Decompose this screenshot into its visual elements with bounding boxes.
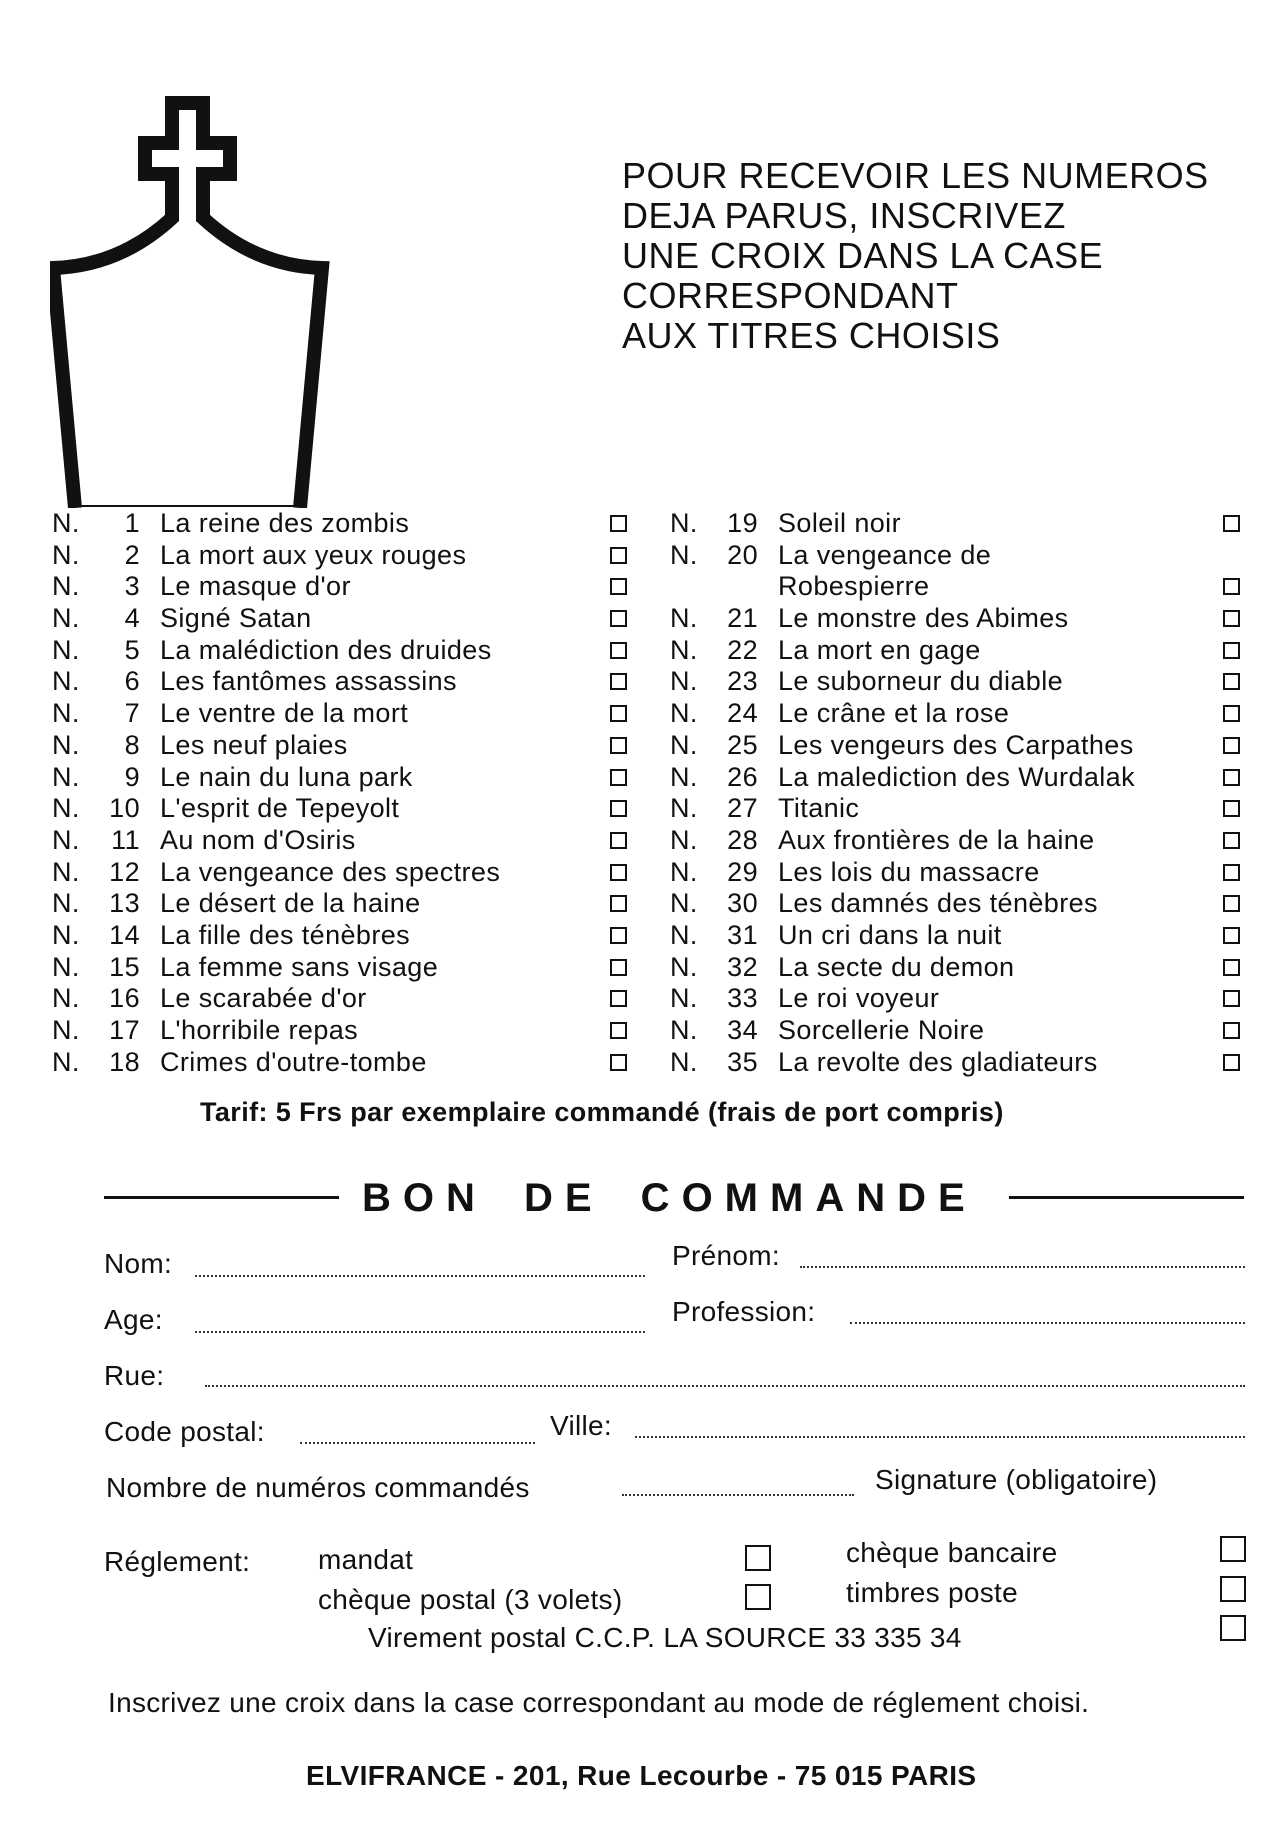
issue-title: Les damnés des ténèbres <box>778 888 1098 919</box>
issue-checkbox[interactable] <box>610 610 627 627</box>
issue-title: La femme sans visage <box>160 951 439 982</box>
issue-prefix: N. <box>52 508 80 538</box>
issue-row <box>52 1047 627 1079</box>
issue-row <box>670 540 1240 572</box>
issue-prefix: N. <box>52 983 80 1014</box>
issue-row <box>52 540 627 572</box>
issue-prefix: N. <box>52 571 80 602</box>
issue-prefix: N. <box>670 888 698 919</box>
issue-title: La malédiction des druides <box>160 634 492 665</box>
nombre-label: Nombre de numéros commandés <box>106 1472 530 1503</box>
issue-row <box>52 666 627 698</box>
issue-title: L'horribile repas <box>160 1015 359 1045</box>
issue-number: 30 <box>727 888 758 919</box>
instruction-line: UNE CROIX DANS LA CASE <box>622 235 1104 276</box>
issue-prefix: N. <box>670 634 698 665</box>
code-postal-field[interactable] <box>300 1442 535 1444</box>
issue-row <box>52 508 627 540</box>
issue-title: La reine des zombis <box>160 508 410 538</box>
issue-number: 4 <box>124 603 140 634</box>
publisher-address: ELVIFRANCE - 201, Rue Lecourbe - 75 015 PARIS <box>306 1760 977 1791</box>
issue-checkbox[interactable] <box>610 642 627 659</box>
issue-title: La fille des ténèbres <box>160 919 411 950</box>
issue-number: 3 <box>124 571 140 602</box>
issue-row <box>52 635 627 667</box>
issue-prefix: N. <box>670 919 698 950</box>
issue-checkbox[interactable] <box>1223 895 1240 912</box>
issue-number: 6 <box>124 666 140 697</box>
issue-number: 34 <box>727 1015 758 1045</box>
issue-number: 16 <box>109 983 140 1014</box>
issue-number: 12 <box>109 856 140 887</box>
issue-title: Le nain du luna park <box>160 761 413 792</box>
issue-number: 25 <box>727 729 758 760</box>
profession-label: Profession: <box>672 1296 816 1327</box>
issue-prefix: N. <box>670 508 698 538</box>
issue-checkbox[interactable] <box>1223 673 1240 690</box>
timbres-poste-checkbox[interactable] <box>1220 1576 1246 1602</box>
issue-row <box>670 825 1240 857</box>
order-form-title: BON DE COMMANDE <box>362 1176 977 1220</box>
issue-row <box>52 952 627 984</box>
issue-prefix: N. <box>52 856 80 887</box>
cheque-postal-label: chèque postal (3 volets) <box>318 1584 623 1615</box>
issue-prefix: N. <box>52 666 80 697</box>
issue-title: Le scarabée d'or <box>160 983 367 1014</box>
signature-label: Signature (obligatoire) <box>875 1464 1158 1495</box>
issue-row <box>52 730 627 762</box>
issue-number: 2 <box>124 539 140 570</box>
issue-checkbox[interactable] <box>610 769 627 786</box>
issue-number: 29 <box>727 856 758 887</box>
issue-checkbox[interactable] <box>1223 959 1240 976</box>
issue-checkbox[interactable] <box>610 927 627 944</box>
issue-title: Crimes d'outre-tombe <box>160 1046 427 1077</box>
issue-number: 19 <box>727 508 758 538</box>
profession-field[interactable] <box>850 1322 1245 1324</box>
age-field[interactable] <box>195 1331 645 1333</box>
instructions-block <box>622 156 1262 356</box>
issue-row <box>670 1015 1240 1047</box>
issue-prefix: N. <box>52 951 80 982</box>
issue-number: 20 <box>727 539 758 570</box>
issue-checkbox[interactable] <box>610 737 627 754</box>
issue-title: Le crâne et la rose <box>778 698 1010 729</box>
rue-field[interactable] <box>205 1385 1245 1387</box>
issue-checkbox[interactable] <box>1223 769 1240 786</box>
issue-prefix: N. <box>52 824 80 855</box>
issue-checkbox[interactable] <box>1223 864 1240 881</box>
issue-title: La secte du demon <box>778 951 1015 982</box>
issue-title: Au nom d'Osiris <box>160 824 356 855</box>
issue-list-right <box>670 508 1240 1078</box>
issue-number: 28 <box>727 824 758 855</box>
issue-row <box>52 571 627 603</box>
issue-number: 5 <box>124 634 140 665</box>
issue-number: 15 <box>109 951 140 982</box>
issue-row <box>670 508 1240 540</box>
issue-number: 10 <box>109 793 140 824</box>
issue-title: La mort en gage <box>778 634 981 665</box>
issue-prefix: N. <box>670 793 698 824</box>
issue-checkbox[interactable] <box>610 990 627 1007</box>
issue-title: Les neuf plaies <box>160 729 348 760</box>
issue-row <box>52 888 627 920</box>
issue-prefix: N. <box>670 1046 698 1077</box>
issue-title: Le roi voyeur <box>778 983 940 1014</box>
code-postal-label: Code postal: <box>104 1416 265 1447</box>
issue-title: La revolte des gladiateurs <box>778 1046 1098 1077</box>
issue-row <box>670 571 1240 603</box>
issue-number: 17 <box>109 1015 140 1045</box>
issue-number: 9 <box>124 761 140 792</box>
age-label: Age: <box>104 1304 163 1335</box>
issue-row <box>52 857 627 889</box>
issue-number: 27 <box>727 793 758 824</box>
issue-checkbox[interactable] <box>610 705 627 722</box>
heading-rule <box>1009 1196 1244 1199</box>
issue-title: Les lois du massacre <box>778 856 1040 887</box>
issue-row <box>670 793 1240 825</box>
issue-checkbox[interactable] <box>1223 1054 1240 1071</box>
issue-title: Le ventre de la mort <box>160 698 409 729</box>
issue-row <box>670 983 1240 1015</box>
issue-prefix: N. <box>670 539 698 570</box>
issue-prefix: N. <box>52 1046 80 1077</box>
issue-checkbox[interactable] <box>610 832 627 849</box>
mandat-label: mandat <box>318 1544 414 1575</box>
instruction-line: POUR RECEVOIR LES NUMEROS <box>622 155 1209 196</box>
issue-checkbox[interactable] <box>1223 990 1240 1007</box>
issue-row <box>52 825 627 857</box>
reglement-label: Réglement: <box>104 1546 251 1577</box>
heading-rule <box>104 1196 339 1199</box>
cheque-bancaire-checkbox[interactable] <box>1220 1536 1246 1562</box>
issue-title: Soleil noir <box>778 508 901 538</box>
instruction-line: AUX TITRES CHOISIS <box>622 315 1001 356</box>
ville-field[interactable] <box>635 1436 1245 1438</box>
issue-title: Le monstre des Abimes <box>778 603 1069 634</box>
issue-list-left <box>52 508 627 1078</box>
issue-number: 33 <box>727 983 758 1014</box>
issue-checkbox[interactable] <box>1223 927 1240 944</box>
issue-prefix: N. <box>52 919 80 950</box>
cheque-postal-checkbox[interactable] <box>745 1584 771 1610</box>
issue-checkbox[interactable] <box>610 895 627 912</box>
issue-checkbox[interactable] <box>1223 800 1240 817</box>
issue-number: 14 <box>109 919 140 950</box>
issue-title: La vengeance des spectres <box>160 856 501 887</box>
issue-checkbox[interactable] <box>610 864 627 881</box>
issue-title: Sorcellerie Noire <box>778 1015 985 1045</box>
rue-label: Rue: <box>104 1360 165 1391</box>
issue-row <box>670 730 1240 762</box>
issue-number: 18 <box>109 1046 140 1077</box>
issue-prefix: N. <box>670 666 698 697</box>
issue-row <box>670 666 1240 698</box>
issue-title: L'esprit de Tepeyolt <box>160 793 400 824</box>
issue-checkbox[interactable] <box>610 959 627 976</box>
issue-prefix: N. <box>52 888 80 919</box>
tombstone-cross-icon <box>50 88 440 508</box>
issue-title: La mort aux yeux rouges <box>160 539 467 570</box>
issue-checkbox[interactable] <box>1223 737 1240 754</box>
issue-number: 23 <box>727 666 758 697</box>
issue-title: Les vengeurs des Carpathes <box>778 729 1134 760</box>
instruction-line: CORRESPONDANT <box>622 275 959 316</box>
issue-title: Le suborneur du diable <box>778 666 1064 697</box>
issue-row <box>670 952 1240 984</box>
issue-row <box>52 1015 627 1047</box>
issue-row <box>52 793 627 825</box>
issue-prefix: N. <box>670 698 698 729</box>
issue-row <box>670 635 1240 667</box>
issue-prefix: N. <box>52 761 80 792</box>
issue-number: 13 <box>109 888 140 919</box>
issue-prefix: N. <box>670 951 698 982</box>
issue-number: 35 <box>727 1046 758 1077</box>
issue-checkbox[interactable] <box>1223 832 1240 849</box>
nom-field[interactable] <box>195 1275 645 1277</box>
issue-checkbox[interactable] <box>610 515 627 532</box>
issue-number: 1 <box>124 508 140 538</box>
issue-row <box>52 983 627 1015</box>
issue-prefix: N. <box>52 1015 80 1045</box>
issue-row <box>670 762 1240 794</box>
issue-prefix: N. <box>52 729 80 760</box>
cheque-bancaire-label: chèque bancaire <box>846 1537 1058 1568</box>
issue-title: Signé Satan <box>160 603 312 634</box>
issue-checkbox[interactable] <box>1223 642 1240 659</box>
issue-checkbox[interactable] <box>1223 578 1240 595</box>
issue-row <box>52 603 627 635</box>
issue-title: Le masque d'or <box>160 571 351 602</box>
prenom-field[interactable] <box>800 1266 1245 1268</box>
issue-row <box>670 603 1240 635</box>
issue-checkbox[interactable] <box>610 547 627 564</box>
issue-title: Un cri dans la nuit <box>778 919 1002 950</box>
tarif-note: Tarif: 5 Frs par exemplaire commandé (frais de port compris) <box>200 1097 1004 1127</box>
issue-prefix: N. <box>670 1015 698 1045</box>
order-form-heading <box>104 1168 1244 1228</box>
issue-checkbox[interactable] <box>610 800 627 817</box>
issue-number: 26 <box>727 761 758 792</box>
issue-row <box>670 920 1240 952</box>
issue-title: Le désert de la haine <box>160 888 421 919</box>
issue-prefix: N. <box>670 856 698 887</box>
issue-number: 7 <box>124 698 140 729</box>
issue-prefix: N. <box>670 983 698 1014</box>
issue-row <box>670 888 1240 920</box>
issue-checkbox[interactable] <box>610 1022 627 1039</box>
issue-checkbox[interactable] <box>1223 705 1240 722</box>
issue-number: 22 <box>727 634 758 665</box>
issue-checkbox[interactable] <box>1223 515 1240 532</box>
issue-prefix: N. <box>52 698 80 729</box>
nombre-field[interactable] <box>622 1494 854 1496</box>
issue-row <box>670 1047 1240 1079</box>
issue-number: 32 <box>727 951 758 982</box>
issue-row <box>52 920 627 952</box>
ville-label: Ville: <box>550 1410 612 1441</box>
issue-title: Aux frontières de la haine <box>778 824 1095 855</box>
issue-checkbox[interactable] <box>1223 1022 1240 1039</box>
issue-checkbox[interactable] <box>1223 610 1240 627</box>
issue-title: La malediction des Wurdalak <box>778 761 1135 792</box>
issue-number: 8 <box>124 729 140 760</box>
mandat-checkbox[interactable] <box>745 1545 771 1571</box>
instruction-line: DEJA PARUS, INSCRIVEZ <box>622 195 1066 236</box>
issue-prefix: N. <box>670 729 698 760</box>
issue-prefix: N. <box>52 539 80 570</box>
virement-checkbox[interactable] <box>1220 1615 1246 1641</box>
issue-number: 24 <box>727 698 758 729</box>
issue-row <box>52 698 627 730</box>
issue-prefix: N. <box>670 824 698 855</box>
issue-title: Les fantômes assassins <box>160 666 457 697</box>
footer-note: Inscrivez une croix dans la case correspondant au mode de réglement choisi. <box>108 1687 1090 1718</box>
issue-checkbox[interactable] <box>610 673 627 690</box>
issue-checkbox[interactable] <box>610 1054 627 1071</box>
timbres-poste-label: timbres poste <box>846 1577 1018 1608</box>
issue-prefix: N. <box>52 634 80 665</box>
issue-title: Robespierre <box>778 571 930 602</box>
issue-number: 31 <box>727 919 758 950</box>
issue-prefix: N. <box>670 761 698 792</box>
issue-checkbox[interactable] <box>610 578 627 595</box>
issue-number: 11 <box>111 824 140 855</box>
issue-number: 21 <box>727 603 758 634</box>
prenom-label: Prénom: <box>672 1240 780 1271</box>
issue-prefix: N. <box>52 603 80 634</box>
issue-prefix: N. <box>52 793 80 824</box>
virement-label: Virement postal C.C.P. LA SOURCE 33 335 34 <box>368 1622 962 1653</box>
issue-title: La vengeance de <box>778 539 992 570</box>
issue-row <box>670 698 1240 730</box>
issue-row <box>52 762 627 794</box>
issue-prefix: N. <box>670 603 698 634</box>
nom-label: Nom: <box>104 1248 173 1279</box>
issue-title: Titanic <box>778 793 860 824</box>
issue-row <box>670 857 1240 889</box>
